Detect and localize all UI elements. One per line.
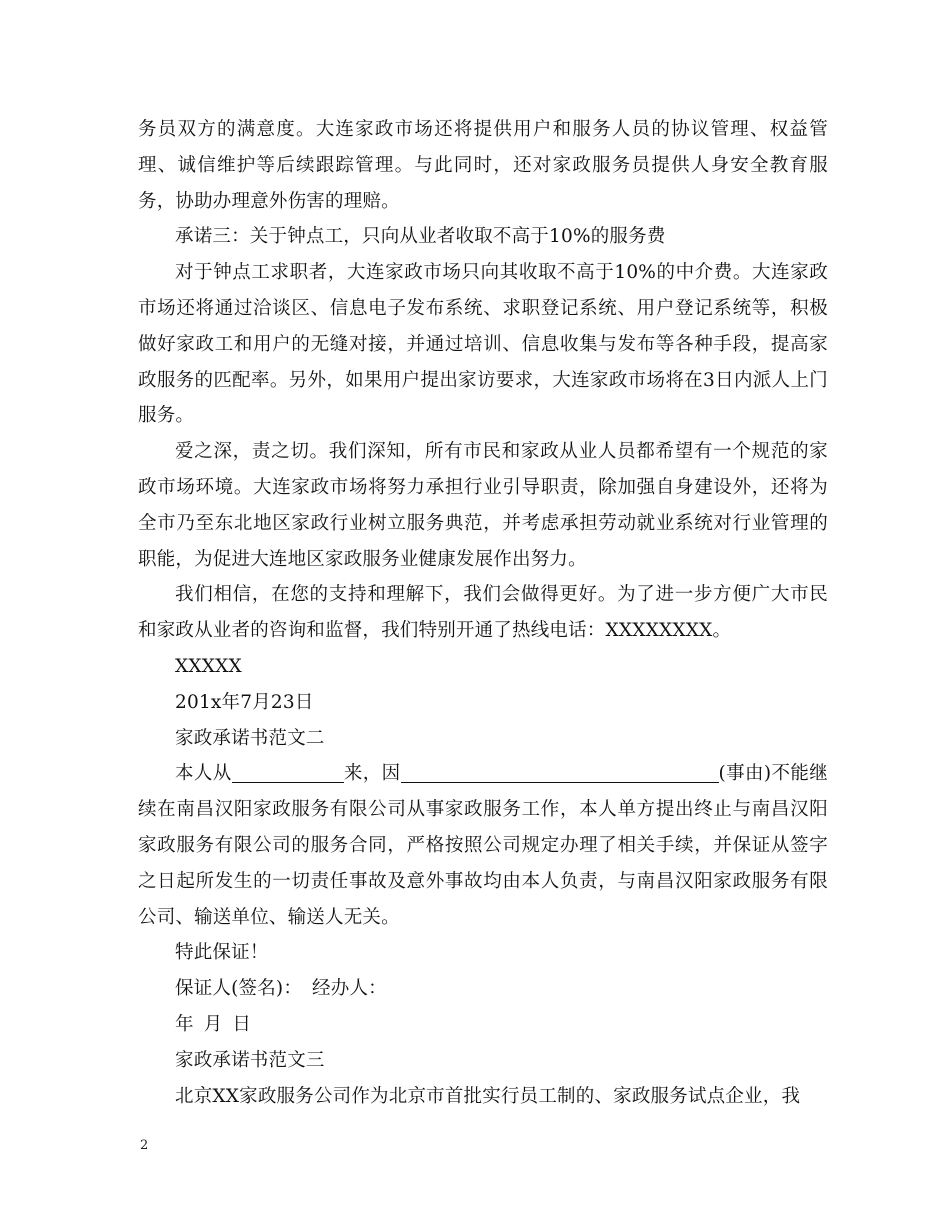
date-day: 日 bbox=[232, 1013, 252, 1035]
guarantor-label: 保证人(签名)： bbox=[175, 978, 303, 1000]
hereby-guarantee: 特此保证！ bbox=[175, 942, 269, 964]
signature-date: 201x年7月23日 bbox=[175, 691, 314, 713]
guarantee-from-prefix: 本人从 bbox=[175, 763, 232, 785]
date-month: 月 bbox=[203, 1013, 223, 1035]
sample-three-title: 家政承诺书范文三 bbox=[175, 1049, 325, 1071]
reason-blank[interactable] bbox=[401, 760, 719, 783]
paragraph-hourly-worker: 对于钟点工求职者，大连家政市场只向其收取不高于10%的中介费。大连家政市场还将通过洽谈区、信息电子发布系统、求职登记系统、用户登记系统等，积极做好家政工和用户的无缝对接，并通过培训、信息收集与发布等各种手段，提高家政服务的匹配率。另外，如果用户提出家访要求，大连家政市场将在3日内派人上门服务。 bbox=[138, 262, 828, 427]
paragraph-promise-three-title: 承诺三：关于钟点工，只向从业者收取不高于10%的服务费 bbox=[175, 226, 666, 248]
date-line bbox=[138, 1007, 828, 1043]
sample-two-title: 家政承诺书范文二 bbox=[175, 727, 325, 749]
paragraph-hotline: 我们相信，在您的支持和理解下，我们会做得更好。为了进一步方便广大市民和家政从业者的咨询和监督，我们特别开通了热线电话：XXXXXXXX。 bbox=[138, 584, 828, 642]
paragraph-sample-three-opening: 北京XX家政服务公司作为北京市首批实行员工制的、家政服务试点企业，我 bbox=[175, 1085, 801, 1107]
paragraph-satisfaction: 务员双方的满意度。大连家政市场还将提供用户和服务人员的协议管理、权益管理、诚信维护等后续跟踪管理。与此同时，还对家政服务员提供人身安全教育服务，协助办理意外伤害的理赔。 bbox=[138, 119, 828, 212]
date-year: 年 bbox=[175, 1013, 194, 1035]
guarantee-came-because: 来，因 bbox=[343, 763, 401, 785]
signature-org: XXXXX bbox=[175, 655, 242, 677]
guarantee-reason-suffix: (事由)不能继续在南昌汉阳家政服务有限公司从事家政服务工作，本人单方提出终止与南昌汉阳家政服务有限公司的服务合同，严格按照公司规定办理了相关手续，并保证从签字之日起所发生的一切责任事故及意外事故均由本人负责，与南昌汉阳家政服务有限公司、输送单位、输送人无关。 bbox=[138, 763, 828, 928]
document-body bbox=[138, 112, 828, 1114]
paragraph-love-deep: 爱之深，责之切。我们深知，所有市民和家政从业人员都希望有一个规范的家政市场环境。大连家政市场将努力承担行业引导职责，除加强自身建设外，还将为全市乃至东北地区家政行业树立服务典范，并考虑承担劳动就业系统对行业管理的职能，为促进大连地区家政服务业健康发展作出努力。 bbox=[138, 441, 828, 570]
page-number: 2 bbox=[140, 1138, 149, 1153]
paragraph-guarantee bbox=[138, 756, 828, 935]
handler-label: 经办人： bbox=[312, 978, 387, 1000]
from-date-blank[interactable] bbox=[232, 760, 344, 783]
signature-line bbox=[138, 971, 828, 1007]
